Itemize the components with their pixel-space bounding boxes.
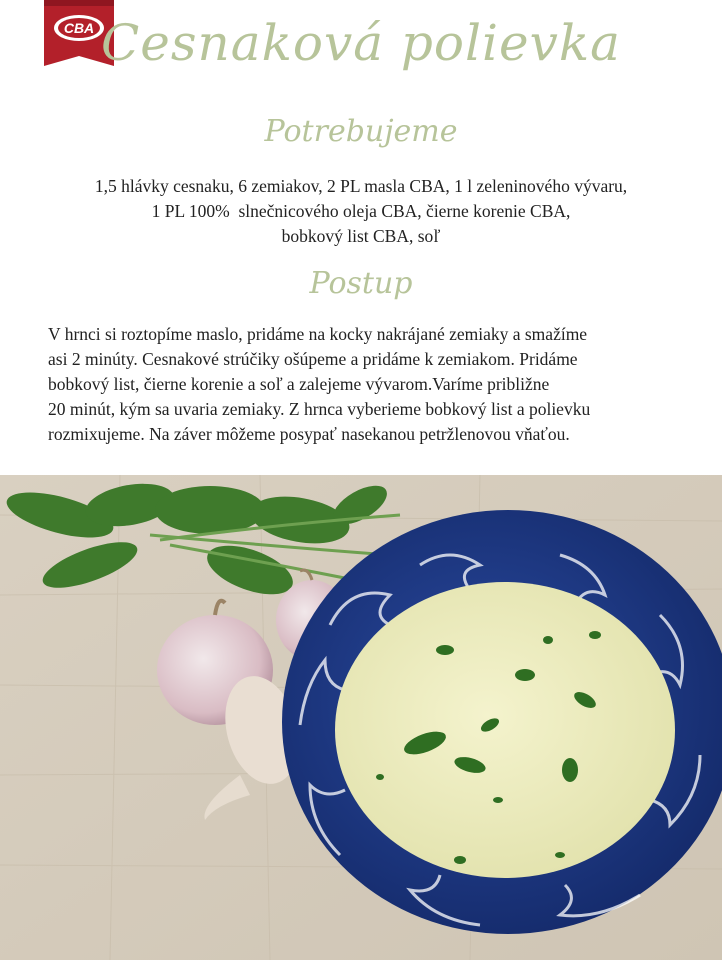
method-heading: Postup [309,266,413,301]
ingredients-line: 1 PL 100% slnečnicového oleja CBA, čierne korenie CBA, [151,201,571,221]
method-text [48,322,688,447]
ingredients-list [0,174,722,249]
soup [335,582,675,878]
ingredients-line: bobkový list CBA, soľ [281,226,441,246]
soup-bowl [282,510,722,934]
recipe-title: Cesnaková polievka [101,14,621,72]
method-line: 20 minút, kým sa uvaria zemiaky. Z hrnca vyberieme bobkový list a polievku [48,399,591,419]
logo-text: CBA [63,20,95,36]
soup-photo [0,475,722,960]
method-line: rozmixujeme. Na záver môžeme posypať nasekanou petržlenovou vňaťou. [48,424,570,444]
ingredients-line: 1,5 hlávky cesnaku, 6 zemiakov, 2 PL masla CBA, 1 l zeleninového vývaru, [94,176,628,196]
method-line: V hrnci si roztopíme maslo, pridáme na kocky nakrájané zemiaky a smažíme [48,324,588,344]
ingredients-heading: Potrebujeme [264,114,458,149]
method-line: asi 2 minúty. Cesnakové strúčiky ošúpeme a pridáme k zemiakom. Pridáme [48,349,578,369]
method-line: bobkový list, čierne korenie a soľ a zalejeme vývarom.Varíme približne [48,374,550,394]
